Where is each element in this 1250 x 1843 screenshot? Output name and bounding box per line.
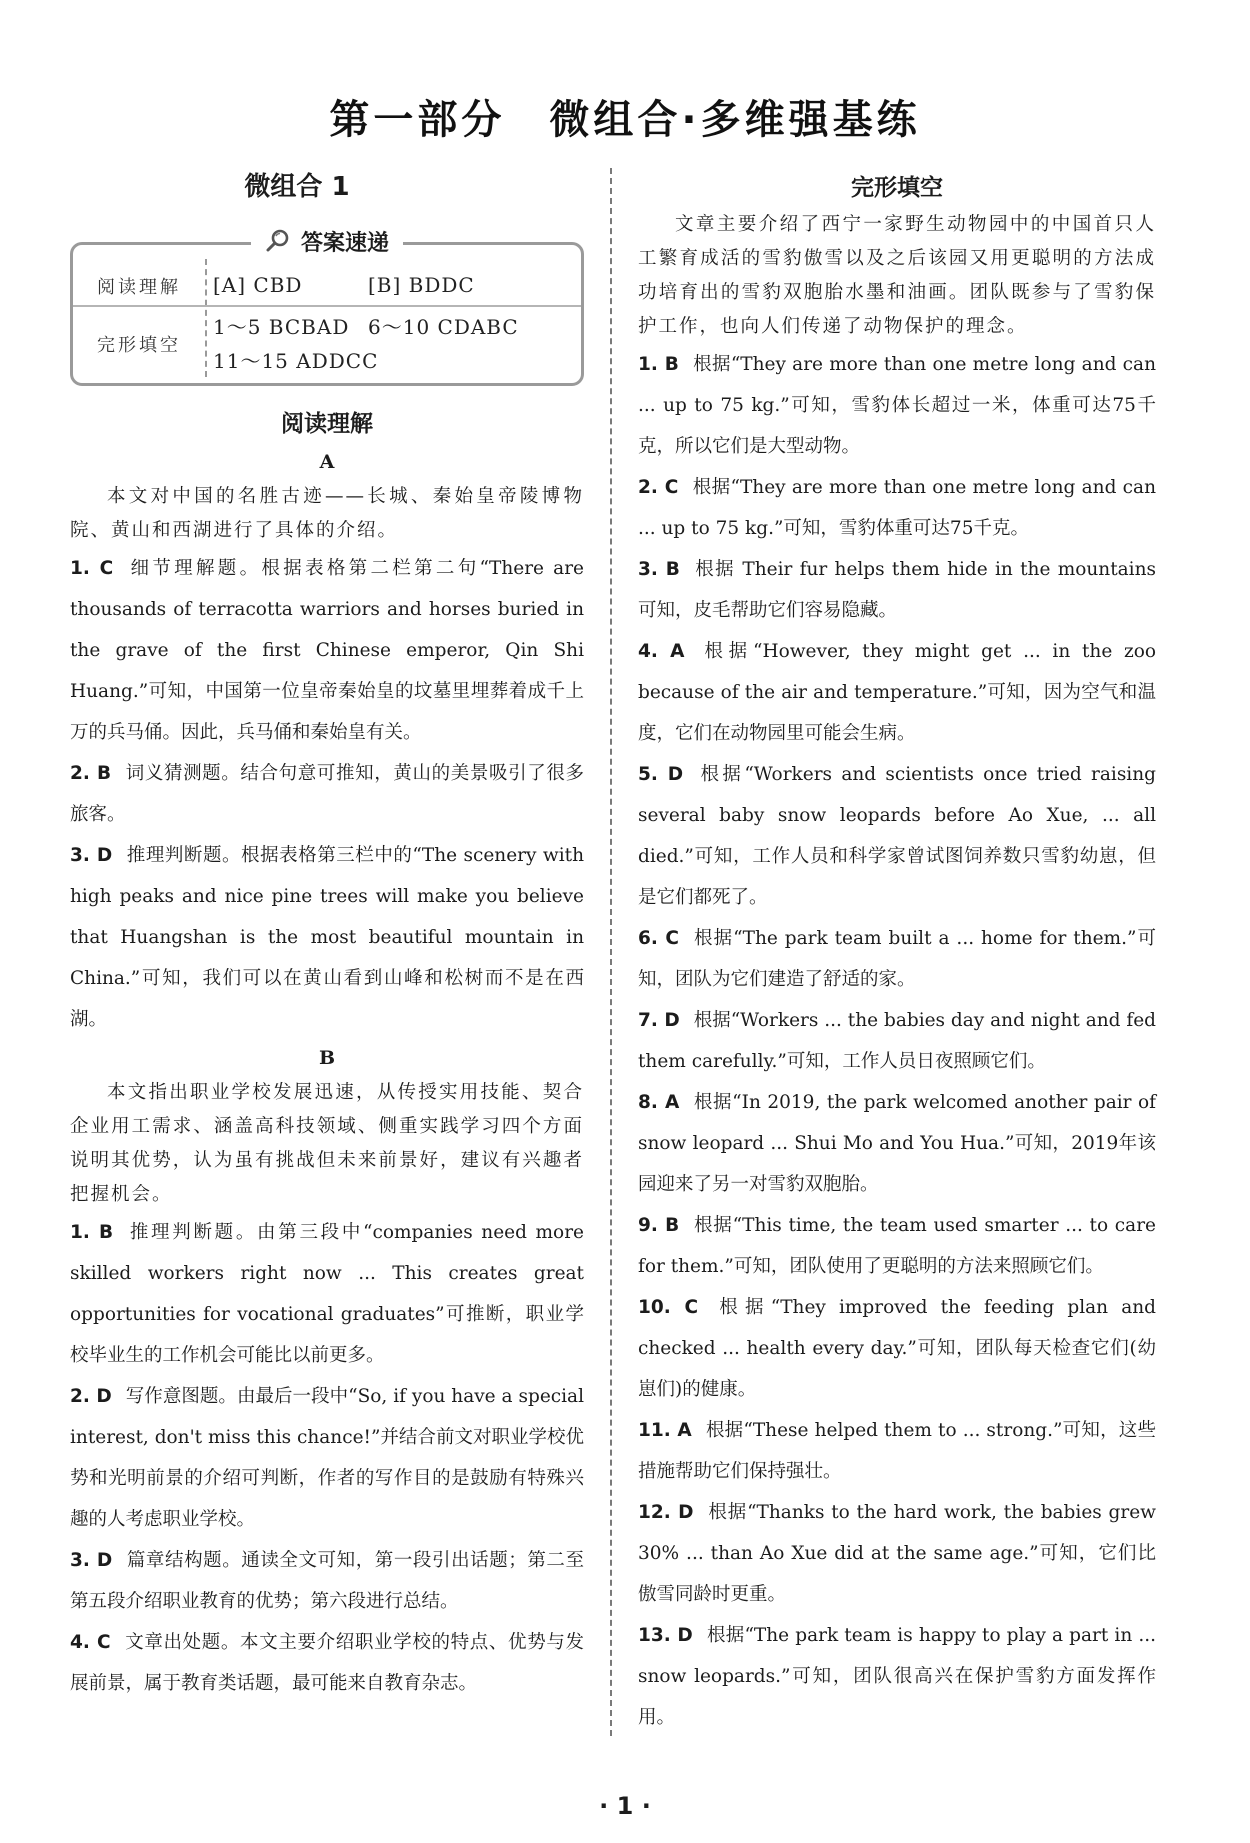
cloze-item-12: 12. D 根据“Thanks to the hard work, the babies grew 30% ... than Ao Xue did at the same age.”可知，它们比傲雪同龄时更重。 (638, 1502, 1156, 1605)
answer-box-title: 答案速递 (300, 230, 390, 256)
cloze-item-1: 1. B 根据“They are more than one metre long and can ... up to 75 kg.”可知，雪豹体长超过一米，体重可达75千克，所以它们是大型动物。 (638, 354, 1156, 457)
magnifier-icon (265, 228, 291, 254)
section-a-intro: 本文对中国的名胜古迹——长城、秦始皇帝陵博物院、黄山和西湖进行了具体的介绍。 (70, 486, 584, 541)
combo-title: 微组合 1 (244, 172, 350, 202)
reading-b-item-2: 2. D 写作意图题。由最后一段中“So, if you have a special interest, don't miss this chance!”并结合前文对职业学校优势和光明前景的介绍可判断，作者的写作目的是鼓励有特殊兴趣的人考虑职业学校。 (70, 1386, 584, 1530)
answer-box-header (251, 221, 403, 261)
left-column (70, 168, 584, 1704)
section-label-a: A (319, 451, 335, 473)
answer-box (70, 230, 584, 386)
section-b-intro: 本文指出职业学校发展迅速，从传授实用技能、契合企业用工需求、涵盖高科技领域、侧重实践学习四个方面说明其优势，认为虽有挑战但未来前景好，建议有兴趣者把握机会。 (70, 1082, 584, 1205)
page-title: 第一部分 微组合·多维强基练 (329, 97, 921, 143)
right-column (638, 168, 1156, 1738)
reading-b-item-1: 1. B 推理判断题。由第三段中“companies need more skilled workers right now ... This creates great opportunities for vocational graduates”可推断，职业学校毕业生的工作机会可能比以前更多。 (70, 1222, 584, 1366)
reading-b-item-4: 4. C 文章出处题。本文主要介绍职业学校的特点、优势与发展前景，属于教育类话题，最可能来自教育杂志。 (70, 1632, 584, 1694)
cloze-item-2: 2. C 根据“They are more than one metre long and can ... up to 75 kg.”可知，雪豹体重可达75千克。 (638, 477, 1156, 539)
answer-row-reading (73, 267, 581, 305)
answer-row-label: 完形填空 (97, 335, 181, 356)
answer-value: [B] BDDC (368, 273, 475, 297)
reading-b-item-3: 3. D 篇章结构题。通读全文可知，第一段引出话题；第二至第五段介绍职业教育的优势；第六段进行总结。 (70, 1550, 584, 1612)
answer-value: 6～10 CDABC (368, 315, 519, 339)
cloze-item-5: 5. D 根据“Workers and scientists once tried raising several baby snow leopards before Ao Xue, ... all died.”可知，工作人员和科学家曾试图饲养数只雪豹幼崽，但是它们都死了。 (638, 764, 1156, 908)
cloze-item-6: 6. C 根据“The park team built a ... home for them.”可知，团队为它们建造了舒适的家。 (638, 928, 1156, 990)
cloze-title: 完形填空 (851, 175, 943, 201)
reading-a-item-3: 3. D 推理判断题。根据表格第三栏中的“The scenery with high peaks and nice pine trees will make you believe that Huangshan is the most beautiful mountain in China.”可知，我们可以在黄山看到山峰和松树而不是在西湖。 (70, 845, 584, 1030)
section-label-b: B (318, 1047, 336, 1069)
cloze-item-7: 7. D 根据“Workers ... the babies day and night and fed them carefully.”可知，工作人员日夜照顾它们。 (638, 1010, 1157, 1072)
cloze-item-3: 3. B 根据 Their fur helps them hide in the mountains 可知，皮毛帮助它们容易隐藏。 (638, 559, 1156, 621)
answer-value: 11～15 ADDCC (213, 349, 379, 373)
cloze-item-8: 8. A 根据“In 2019, the park welcomed another pair of snow leopard ... Shui Mo and You Hua.”可知，2019年该园迎来了另一对雪豹双胞胎。 (638, 1092, 1156, 1195)
answer-row-label: 阅读理解 (97, 277, 181, 298)
reading-a-item-1: 1. C 细节理解题。根据表格第二栏第二句“There are thousands of terracotta warriors and horses buried in the grave of the first Chinese emperor, Qin Shi Huang.”可知，中国第一位皇帝秦始皇的坟墓里埋葬着成千上万的兵马俑。因此，兵马俑和秦始皇有关。 (70, 558, 584, 743)
cloze-item-13: 13. D 根据“The park team is happy to play a part in ... snow leopards.”可知，团队很高兴在保护雪豹方面发挥作用。 (638, 1625, 1156, 1728)
cloze-item-11: 11. A 根据“These helped them to ... strong.”可知，这些措施帮助它们保持强壮。 (638, 1420, 1156, 1482)
cloze-item-9: 9. B 根据“This time, the team used smarter ... to care for them.”可知，团队使用了更聪明的方法来照顾它们。 (638, 1215, 1156, 1277)
reading-title: 阅读理解 (281, 411, 373, 437)
cloze-item-4: 4. A 根据“However, they might get ... in the zoo because of the air and temperature.”可知，因为空气和温度，它们在动物园里可能会生病。 (638, 641, 1156, 744)
column-divider (610, 168, 612, 1736)
answer-value: 1～5 BCBAD (213, 315, 350, 339)
answer-row-cloze (73, 305, 581, 381)
cloze-item-10: 10. C 根据“They improved the feeding plan and checked ... health every day.”可知，团队每天检查它们(幼崽们)的健康。 (638, 1297, 1156, 1400)
reading-a-item-2: 2. B 词义猜测题。结合句意可推知，黄山的美景吸引了很多旅客。 (70, 763, 584, 825)
page-number: · 1 · (599, 1792, 651, 1820)
cloze-intro: 文章主要介绍了西宁一家野生动物园中的中国首只人工繁育成活的雪豹傲雪以及之后该园又用更聪明的方法成功培育出的雪豹双胞胎水墨和油画。团队既参与了雪豹保护工作，也向人们传递了动物保护的理念。 (638, 214, 1156, 337)
answer-value: [A] CBD (213, 273, 303, 297)
